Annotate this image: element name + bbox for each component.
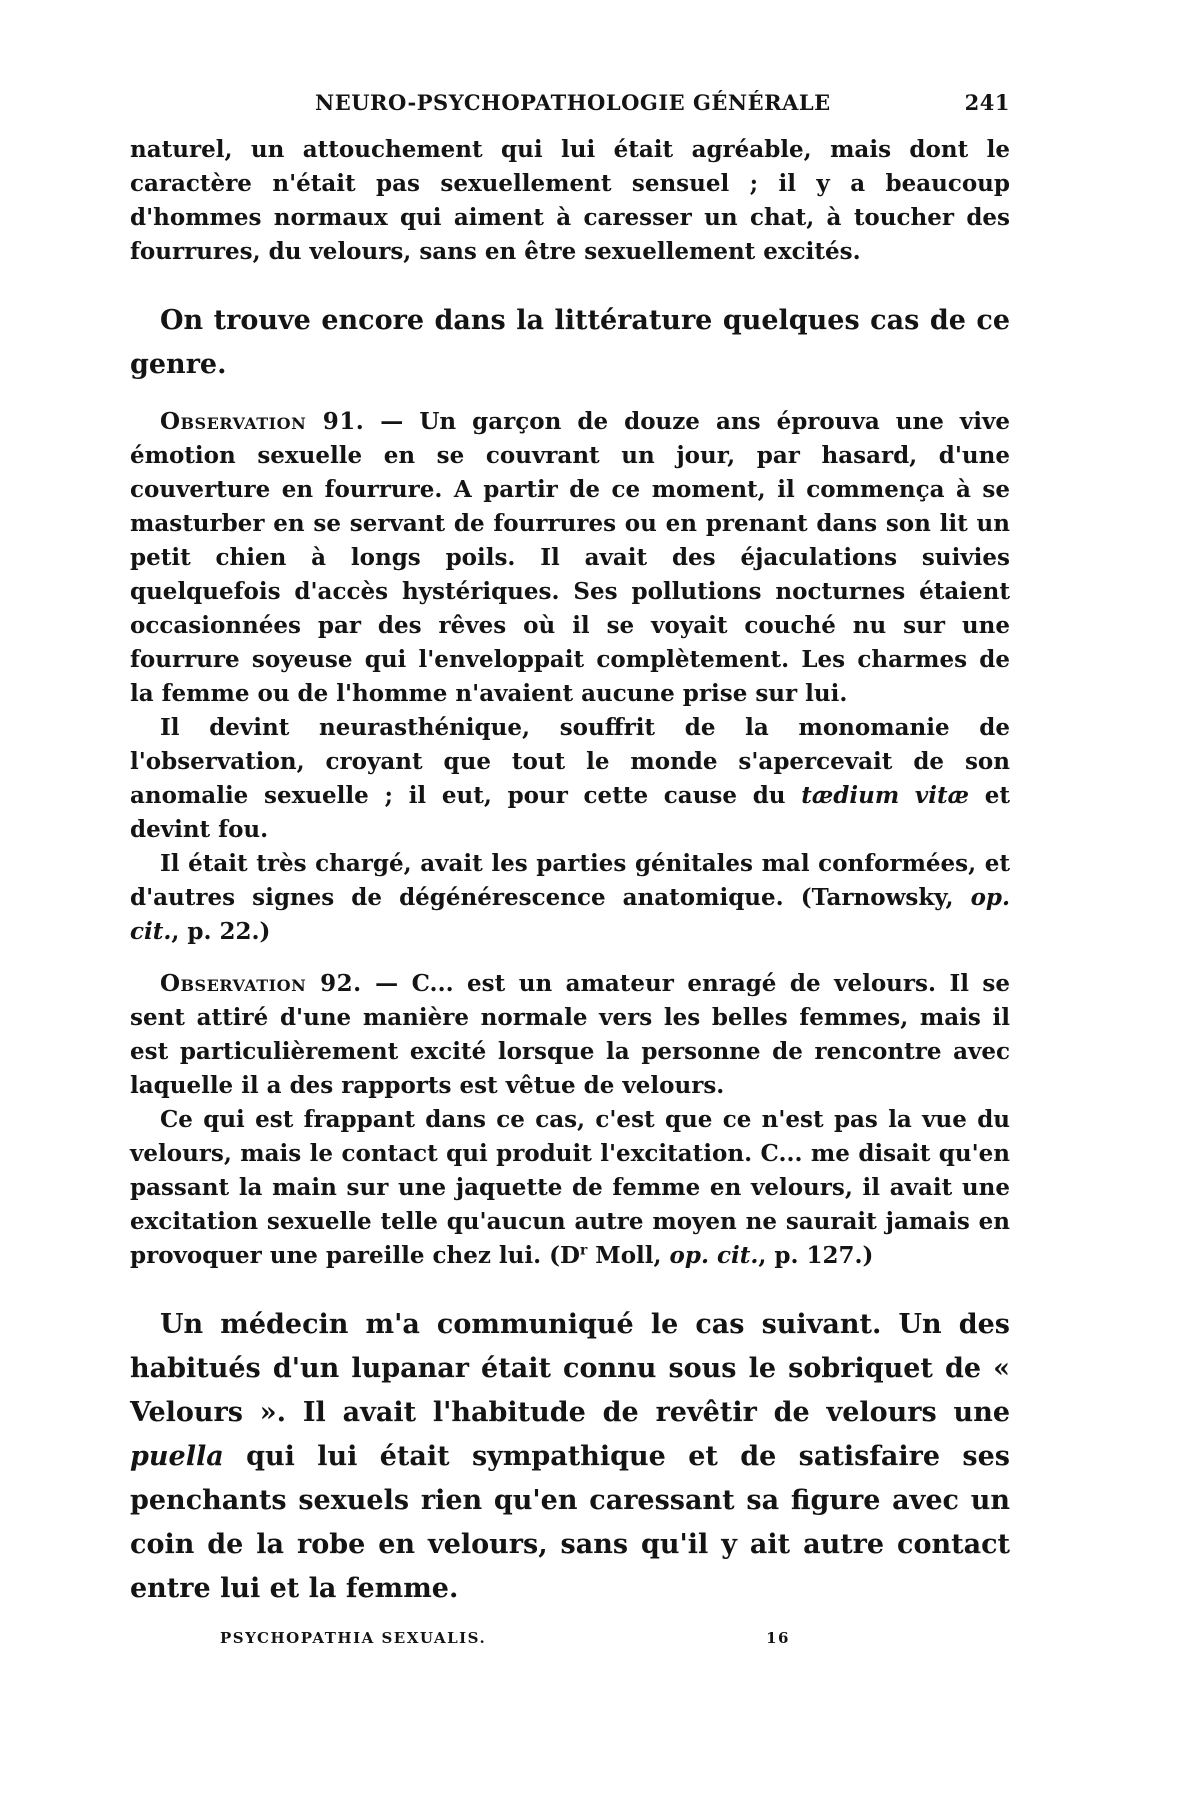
intro-paragraph: naturel, un attouchement qui lui était agréable, mais dont le caractère n'était pas sexuellement sensuel ; il y a beaucoup d'hommes normaux qui aiment à caresser un chat, à toucher des fourrures, du velours, sans en être sexuellement excités. xyxy=(130,136,1010,265)
observation-92-dash: — xyxy=(375,970,399,997)
observation-92-text-2c: , p. 127.) xyxy=(758,1242,874,1269)
observation-91 xyxy=(130,405,1010,949)
observation-91-text-3b: , p. 22.) xyxy=(171,918,271,945)
closing-text-b: qui lui était sympathique et de satisfaire ses penchants sexuels rien qu'en caressant sa figure avec un coin de la robe en velours, sans qu'il y ait autre contact entre lui et la femme. xyxy=(130,1441,1010,1604)
observation-92-text-2b: Moll, xyxy=(587,1242,670,1269)
observation-92-citation: op. cit. xyxy=(669,1242,759,1269)
observation-92-superscript: r xyxy=(579,1242,588,1259)
lead-in-paragraph: On trouve encore dans la littérature quelques cas de ce genre. xyxy=(130,305,1010,380)
observation-92-paragraph-1 xyxy=(130,967,1010,1103)
running-head xyxy=(130,90,1010,115)
book-page xyxy=(130,90,1010,1647)
observation-92-text-2a: Ce qui est frappant dans ce cas, c'est que ce n'est pas la vue du velours, mais le contact qui produit l'excitation. C... me disait qu'en passant la main sur une jaquette de femme en velours, il avait une excitation sexuelle telle qu'aucun autre moyen ne saurait jamais en provoquer une pareille chez lui. (D xyxy=(130,1106,1010,1269)
closing-latin-word: puella xyxy=(130,1441,224,1472)
sheet-number: 16 xyxy=(766,1629,790,1647)
observation-91-text-3a: Il était très chargé, avait les parties génitales mal conformées, et d'autres signes de dégénérescence anatomique. (Tarnowsky, xyxy=(130,850,1010,911)
observation-91-label: Observation 91. xyxy=(160,408,365,435)
observation-92 xyxy=(130,967,1010,1273)
observation-92-label: Observation 92. xyxy=(160,970,362,997)
observation-91-dash: — xyxy=(380,408,404,435)
page-footer xyxy=(130,1629,1010,1647)
observation-91-paragraph-3 xyxy=(130,847,1010,949)
observation-91-paragraph-2 xyxy=(130,711,1010,847)
observation-91-latin-phrase: tædium vitæ xyxy=(801,782,970,809)
observation-91-paragraph-1 xyxy=(130,405,1010,711)
observation-92-text-1: C... est un amateur enragé de velours. Il se sent attiré d'une manière normale vers les belles femmes, mais il est particulièrement excité lorsque la personne de rencontre avec laquelle il a des rapports est vêtue de velours. xyxy=(130,970,1010,1099)
observation-91-citation: op. cit. xyxy=(130,884,1010,945)
observation-92-paragraph-2 xyxy=(130,1103,1010,1273)
observation-91-text-1: Un garçon de douze ans éprouva une vive émotion sexuelle en se couvrant un jour, par hasard, d'une couverture en fourrure. A partir de ce moment, il commença à se masturber en se servant de fourrures ou en prenant dans son lit un petit chien à longs poils. Il avait des éjaculations suivies quelquefois d'accès hystériques. Ses pollutions nocturnes étaient occasionnées par des rêves où il se voyait couché nu sur une fourrure soyeuse qui l'enveloppait complètement. Les charmes de la femme ou de l'homme n'avaient aucune prise sur lui. xyxy=(130,408,1010,707)
observation-91-text-2b: et devint fou. xyxy=(130,782,1011,843)
observation-91-text-2a: Il devint neurasthénique, souffrit de la monomanie de l'observation, croyant que tout le monde s'apercevait de son anomalie sexuelle ; il eut, pour cette cause du xyxy=(130,714,1010,809)
signature-mark: PSYCHOPATHIA SEXUALIS. xyxy=(220,1629,487,1647)
closing-text-a: Un médecin m'a communiqué le cas suivant. Un des habitués d'un lupanar était connu sous le sobriquet de « Velours ». Il avait l'habitude de revêtir de velours une xyxy=(130,1309,1010,1428)
page-number: 241 xyxy=(964,90,1010,115)
closing-paragraph xyxy=(130,1303,1010,1611)
running-head-title: NEURO-PSYCHOPATHOLOGIE GÉNÉRALE xyxy=(315,90,831,115)
